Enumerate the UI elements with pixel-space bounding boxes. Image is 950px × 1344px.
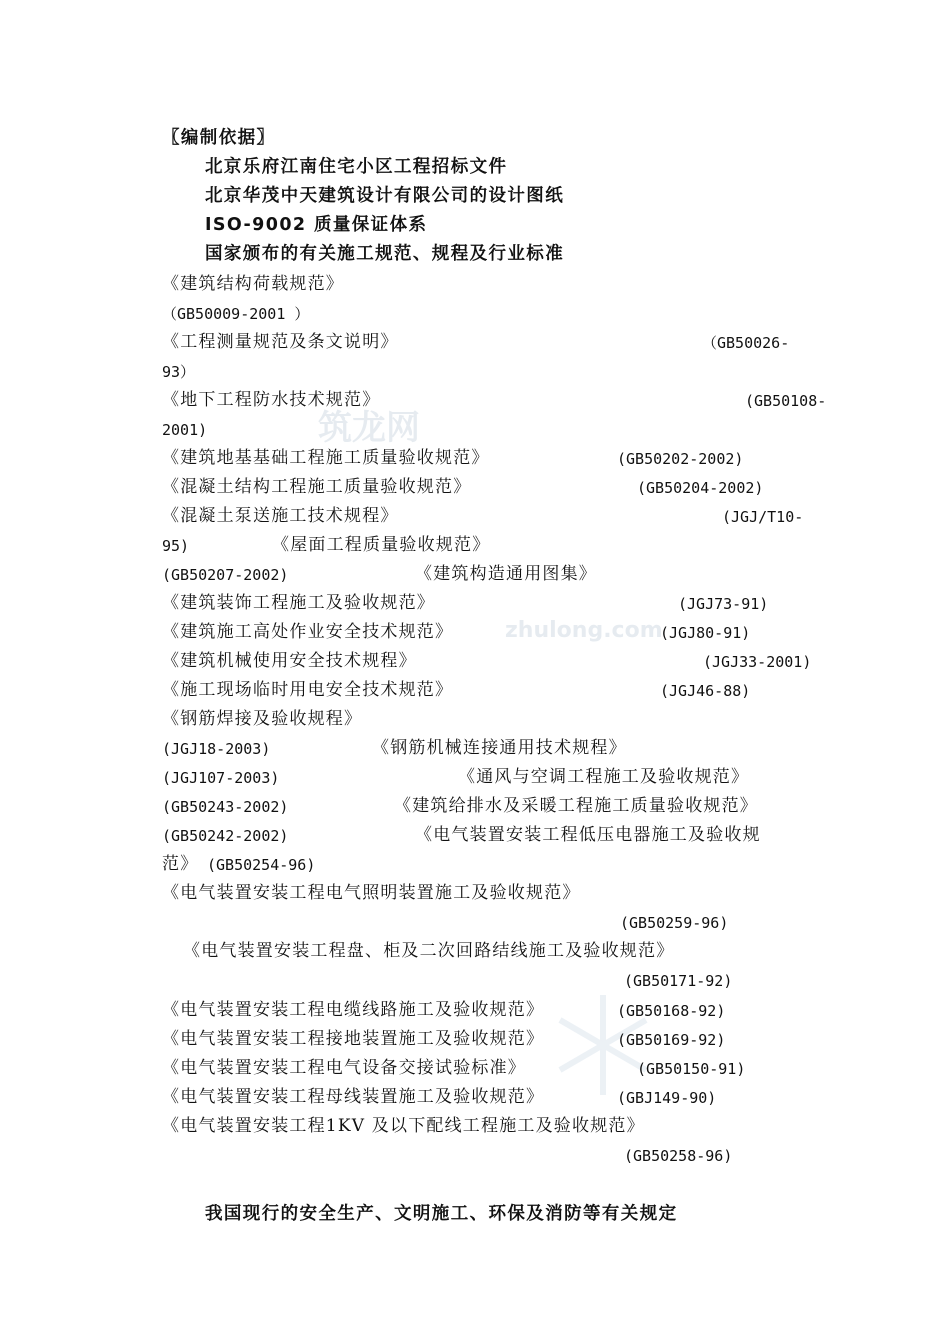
standard-code: (GB50207-2002) [162, 566, 289, 584]
standard-code: (GB50202-2002) [617, 450, 744, 468]
standard-code: (GB50254-96) [207, 856, 316, 874]
standard-code: 93） [162, 363, 196, 381]
watermark-url: zhulong.com [505, 618, 663, 643]
standard-title: 《电气装置安装工程电气照明装置施工及验收规范》 [162, 883, 581, 903]
standard-title: 《通风与空调工程施工及验收规范》 [458, 767, 750, 787]
standard-code: 2001) [162, 421, 208, 439]
standard-code: (GB50258-96) [624, 1147, 733, 1165]
standard-code: (GB50259-96) [620, 914, 729, 932]
standard-title: 《钢筋焊接及验收规程》 [162, 709, 363, 729]
watermark-logo-text: 筑龙网 [318, 408, 420, 448]
standard-code: (GB50150-91) [637, 1060, 746, 1078]
standard-code: （GB50026- [702, 334, 790, 352]
standard-title: 《混凝土泵送施工技术规程》 [162, 506, 399, 526]
standard-code: (JGJ73-91) [678, 595, 769, 613]
standard-code: (JGJ/T10- [722, 508, 804, 526]
standard-code: (GB50204-2002) [637, 479, 764, 497]
standard-title: 《建筑施工高处作业安全技术规范》 [162, 622, 454, 642]
footer-heading: 我国现行的安全生产、文明施工、环保及消防等有关规定 [205, 1204, 678, 1224]
standard-title: 《地下工程防水技术规范》 [162, 390, 381, 410]
basis-item: 北京华茂中天建筑设计有限公司的设计图纸 [205, 186, 565, 206]
standard-title: 《电气装置安装工程1KV 及以下配线工程施工及验收规范》 [162, 1116, 645, 1136]
standard-code: (JGJ107-2003) [162, 769, 280, 787]
standard-code: (GB50169-92) [617, 1031, 726, 1049]
standard-title: 《建筑地基基础工程施工质量验收规范》 [162, 448, 490, 468]
standard-title: 《钢筋机械连接通用技术规程》 [372, 738, 627, 758]
standard-title: 《电气装置安装工程电气设备交接试验标准》 [162, 1058, 526, 1078]
standard-code: (GB50243-2002) [162, 798, 289, 816]
standard-title: 《建筑机械使用安全技术规程》 [162, 651, 417, 671]
standard-code: (GB50168-92) [617, 1002, 726, 1020]
standard-code: (JGJ80-91) [660, 624, 751, 642]
standard-code: (GB50171-92) [624, 972, 733, 990]
standard-title: 《建筑给排水及采暖工程施工质量验收规范》 [394, 796, 758, 816]
standard-code: (JGJ33-2001) [703, 653, 812, 671]
standard-title: 《建筑构造通用图集》 [415, 564, 597, 584]
standard-title: 《电气装置安装工程低压电器施工及验收规 [415, 825, 761, 845]
basis-item: ISO-9002 质量保证体系 [205, 215, 428, 235]
standard-code: (GB50108- [745, 392, 827, 410]
standard-title: 《电气装置安装工程母线装置施工及验收规范》 [162, 1087, 545, 1107]
basis-item: 国家颁布的有关施工规范、规程及行业标准 [205, 244, 565, 264]
standard-code: 95) [162, 537, 190, 555]
standard-title: 《屋面工程质量验收规范》 [272, 535, 491, 555]
standard-title: 《工程测量规范及条文说明》 [162, 332, 399, 352]
standard-title: 《混凝土结构工程施工质量验收规范》 [162, 477, 472, 497]
standard-code: (JGJ18-2003) [162, 740, 271, 758]
standard-title: 《电气装置安装工程接地装置施工及验收规范》 [162, 1029, 545, 1049]
standard-code: (GB50242-2002) [162, 827, 289, 845]
standard-title: 《电气装置安装工程电缆线路施工及验收规范》 [162, 1000, 545, 1020]
standard-code: （GB50009-2001 ） [162, 305, 310, 323]
standard-code: (JGJ46-88) [660, 682, 751, 700]
standard-title: 《建筑装饰工程施工及验收规范》 [162, 593, 435, 613]
standard-title: 范》 [162, 854, 199, 874]
standard-title: 《建筑结构荷载规范》 [162, 274, 344, 294]
standard-code: (GBJ149-90) [617, 1089, 717, 1107]
standard-title: 《电气装置安装工程盘、柜及二次回路结线施工及验收规范》 [183, 941, 675, 961]
section-heading: 〖编制依据〗 [162, 128, 276, 148]
standard-title: 《施工现场临时用电安全技术规范》 [162, 680, 454, 700]
basis-item: 北京乐府江南住宅小区工程招标文件 [205, 157, 508, 177]
